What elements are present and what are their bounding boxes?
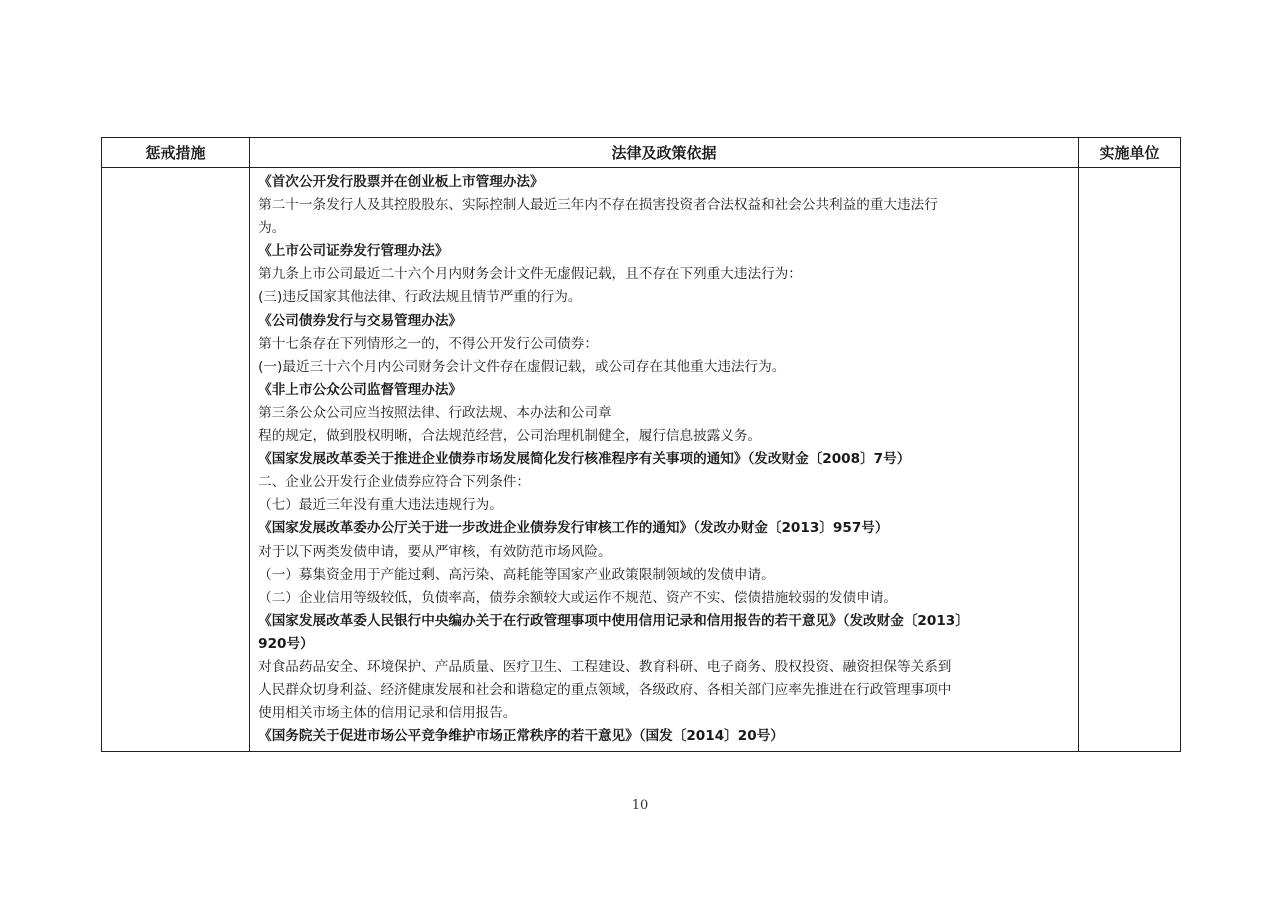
policy-text-line: (一)最近三十六个月内公司财务会计文件存在虚假记载，或公司存在其他重大违法行为。 — [258, 358, 786, 375]
policy-text-line: 对食品药品安全、环境保护、产品质量、医疗卫生、工程建设、教育科研、电子商务、股权投资、融资担保等关系到 — [258, 658, 952, 675]
policy-text-line: 对于以下两类发债申请，要从严审核，有效防范市场风险。 — [258, 543, 612, 560]
table-header-row — [102, 138, 1181, 168]
policy-text-line: （二）企业信用等级较低，负债率高，债券余额较大或运作不规范、资产不实、偿债措施较弱的发债申请。 — [258, 589, 898, 606]
policy-title-line: 《非上市公众公司监督管理办法》 — [258, 381, 463, 398]
policy-text-line: （一）募集资金用于产能过剩、高污染、高耗能等国家产业政策限制领域的发债申请。 — [258, 566, 775, 583]
policy-text-line: （七）最近三年没有重大违法违规行为。 — [258, 497, 503, 514]
policy-text-line: 程的规定，做到股权明晰，合法规范经营，公司治理机制健全，履行信息披露义务。 — [258, 428, 762, 445]
policy-title-line: 《首次公开发行股票并在创业板上市管理办法》 — [258, 174, 544, 190]
header-unit: 实施单位 — [1078, 138, 1180, 168]
policy-title-line: 《上市公司证券发行管理办法》 — [258, 243, 449, 260]
policy-text-line: 人民群众切身利益、经济健康发展和社会和谐稳定的重点领域，各级政府、各相关部门应率先推进在行政管理事项中 — [258, 682, 952, 699]
measure-cell — [102, 168, 250, 752]
policy-title-line: 《国家发展改革委办公厅关于进一步改进企业债券发行审核工作的通知》（发改办财金〔2013〕957号） — [258, 520, 889, 537]
header-measure: 惩戒措施 — [102, 138, 250, 168]
policy-text-line: 第九条上市公司最近二十六个月内财务会计文件无虚假记载，且不存在下列重大违法行为： — [258, 266, 802, 283]
policy-text-line: 为。 — [258, 220, 286, 237]
policy-text-line: 第三条公众公司应当按照法律、行政法规、本办法和公司章 — [258, 404, 612, 421]
header-basis: 法律及政策依据 — [250, 138, 1079, 168]
policy-title-line: 920号） — [258, 635, 314, 652]
policy-text-line: 第十七条存在下列情形之一的，不得公开发行公司债券： — [258, 335, 598, 352]
page-number: 10 — [631, 798, 649, 813]
policy-title-line: 《国家发展改革委关于推进企业债券市场发展简化发行核准程序有关事项的通知》（发改财金〔2008〕7号） — [258, 451, 911, 468]
policy-text-line: (三)违反国家其他法律、行政法规且情节严重的行为。 — [258, 289, 582, 306]
policy-basis-table — [101, 137, 1181, 752]
policy-title-line: 《国务院关于促进市场公平竞争维护市场正常秩序的若干意见》（国发〔2014〕20号） — [258, 728, 784, 745]
basis-cell — [250, 168, 1079, 752]
policy-text-line: 第二十一条发行人及其控股股东、实际控制人最近三年内不存在损害投资者合法权益和社会公共利益的重大违法行 — [258, 197, 938, 214]
table-row — [102, 168, 1181, 752]
policy-title-line: 《国家发展改革委人民银行中央编办关于在行政管理事项中使用信用记录和信用报告的若干意见》（发改财金〔2013〕 — [258, 612, 969, 629]
policy-text-line: 使用相关市场主体的信用记录和信用报告。 — [258, 705, 517, 722]
policy-text-line: 二、企业公开发行企业债券应符合下列条件： — [258, 474, 530, 491]
unit-cell — [1078, 168, 1180, 752]
policy-title-line: 《公司债券发行与交易管理办法》 — [258, 312, 463, 329]
